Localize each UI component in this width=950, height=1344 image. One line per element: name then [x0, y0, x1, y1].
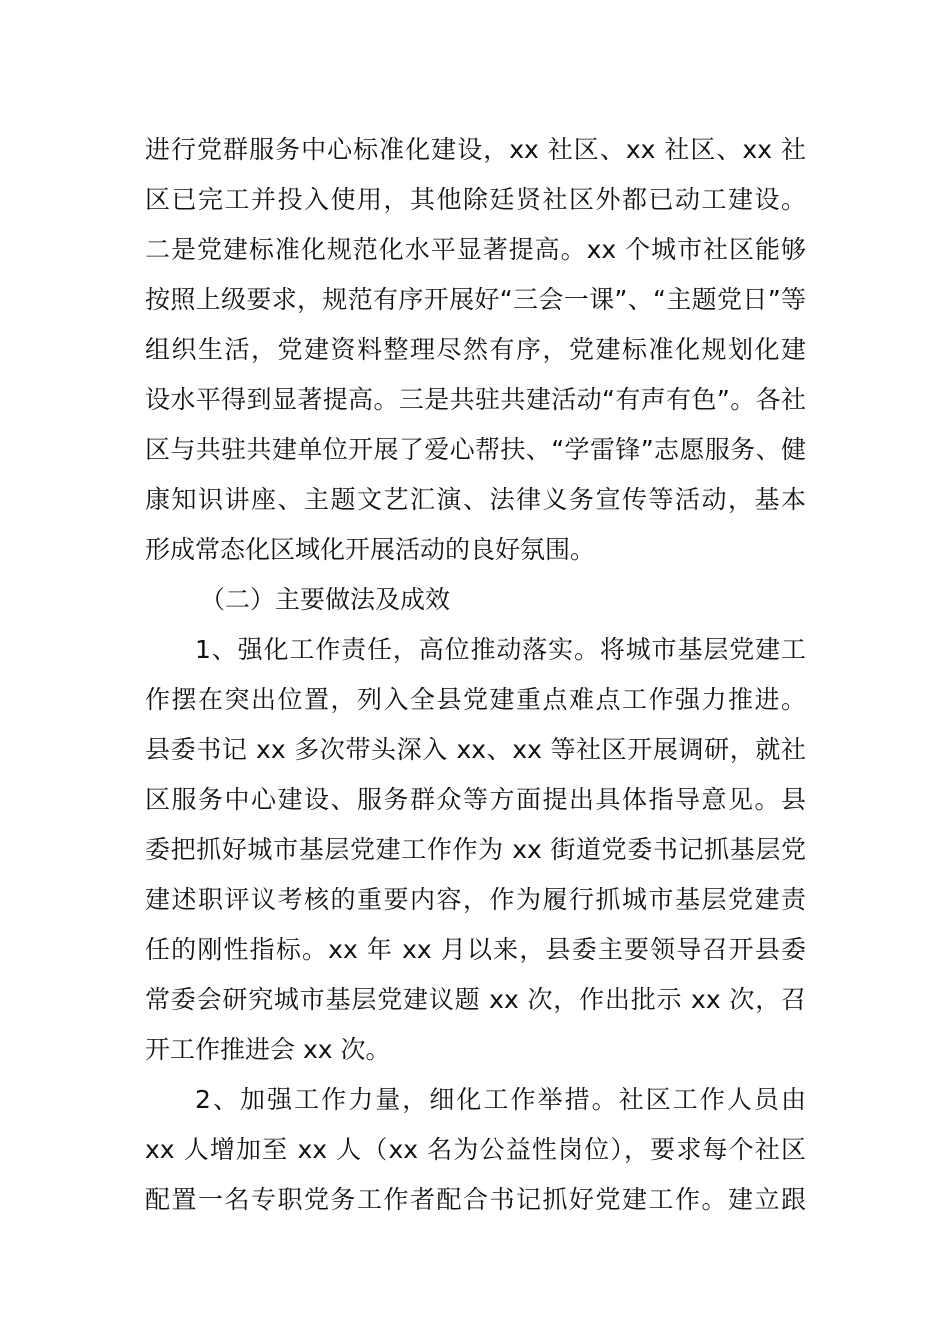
- body-text-line: 开工作推进会 xx 次。: [145, 1035, 391, 1064]
- body-text-line: 区已完工并投入使用，其他除廷贤社区外都已动工建设。: [145, 185, 806, 214]
- paragraph-first-line: 1、强化工作责任，高位推动落实。将城市基层党建工: [195, 635, 806, 664]
- body-text-line: 县委书记 xx 多次带头深入 xx、xx 等社区开展调研，就社: [145, 735, 806, 764]
- body-text-line: 设水平得到显著提高。三是共驻共建活动“有声有色”。各社: [145, 385, 806, 414]
- body-text-line: 任的刚性指标。xx 年 xx 月以来，县委主要领导召开县委: [145, 935, 806, 964]
- body-text-line: 委把抓好城市基层党建工作作为 xx 街道党委书记抓基层党: [145, 835, 806, 864]
- body-text-line: 区与共驻共建单位开展了爱心帮扶、“学雷锋”志愿服务、健: [145, 435, 806, 464]
- body-text-line: 康知识讲座、主题文艺汇演、法律义务宣传等活动，基本: [145, 485, 806, 514]
- body-text-line: 配置一名专职党务工作者配合书记抓好党建工作。建立跟: [145, 1185, 806, 1214]
- body-text-line: 区服务中心建设、服务群众等方面提出具体指导意见。县: [145, 785, 806, 814]
- body-text-line: 二是党建标准化规范化水平显著提高。xx 个城市社区能够: [145, 235, 806, 264]
- paragraph-first-line: 2、加强工作力量，细化工作举措。社区工作人员由: [195, 1085, 806, 1114]
- body-text-line: 作摆在突出位置，列入全县党建重点难点工作强力推进。: [145, 685, 806, 714]
- body-text-line: 组织生活，党建资料整理尽然有序，党建标准化规划化建: [145, 335, 806, 364]
- section-heading: （二）主要做法及成效: [200, 585, 451, 614]
- body-text-line: 按照上级要求，规范有序开展好“三会一课”、“主题党日”等: [145, 285, 806, 314]
- body-text-line: 建述职评议考核的重要内容，作为履行抓城市基层党建责: [145, 885, 806, 914]
- body-text-line: xx 人增加至 xx 人（xx 名为公益性岗位），要求每个社区: [145, 1135, 806, 1164]
- body-text-line: 形成常态化区域化开展活动的良好氛围。: [145, 535, 596, 564]
- body-text-line: 进行党群服务中心标准化建设，xx 社区、xx 社区、xx 社: [145, 135, 806, 164]
- body-text-line: 常委会研究城市基层党建议题 xx 次，作出批示 xx 次，召: [145, 985, 806, 1014]
